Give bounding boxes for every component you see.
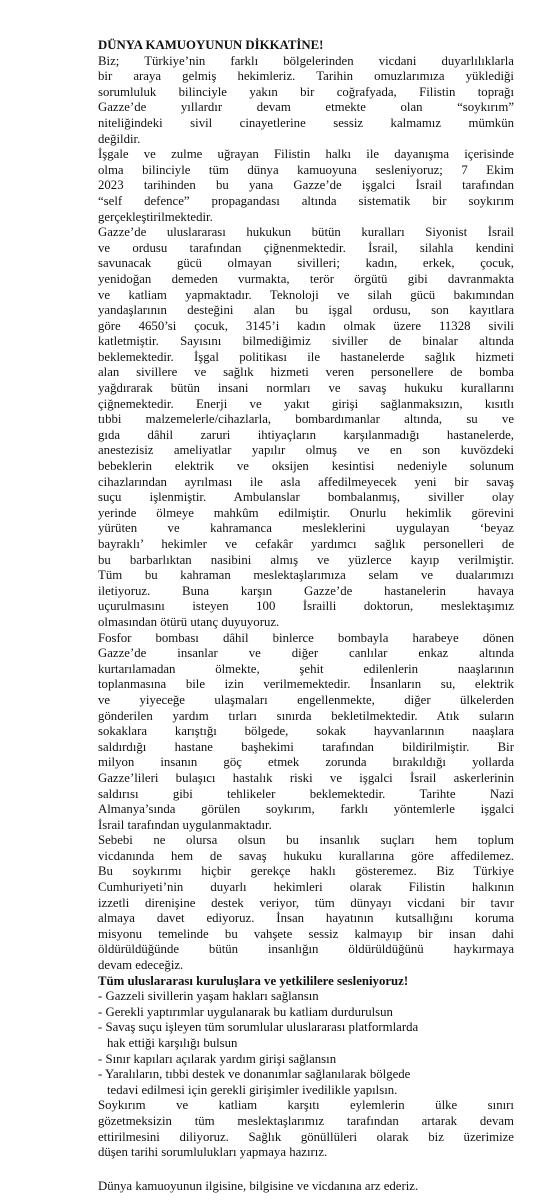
demand-item [98, 989, 514, 1005]
text-line: çiğnemektedir. Enerji ve yakıt girişi sağlanmaksızın, kısıtlı [98, 396, 514, 411]
text-line: İsrail tarafından uygulanmaktadır. [98, 817, 272, 832]
text-line: beklemektedir. İşgal politikası ile hastanelerde sağlık hizmeti [98, 349, 514, 364]
text-line: tıbbi malzemelerle/cihazlarla, bombardımanlar altında, su ve [98, 412, 514, 427]
text-line: Sebebi ne olursa olsun bu insanlık suçları hem toplum [98, 833, 514, 848]
text-line: alan sivillere ve sağlık hizmeti veren personellere de bomba [98, 365, 514, 380]
text-line: uçurulmasını isteyen 100 İsrailli doktorun, meslektaşımız [98, 599, 514, 614]
text-line: Bu soykırımı hiçbir gerekçe haklı gösteremez. Biz Türkiye [98, 864, 514, 879]
demand-text: hak ettiği karşılığı bulsun [107, 1036, 238, 1050]
text-line: göre 4650’si çocuk, 3145’i kadın olmak üzere 11328 sivili [98, 318, 514, 333]
text-line: Almanya’sında görülen soykırım, farklı yöntemlerle işgalci [98, 802, 514, 817]
text-line: Gazze’de yıllardır devam etmekte olan “soykırım” [98, 100, 514, 115]
demand-text: tedavi edilmesi için gerekli girişimler ivedilikle yapılsın. [107, 1082, 398, 1097]
text-line: Gazze’de uluslararası hukukun bütün kuralları Siyonist İsrail [98, 225, 514, 240]
text-line: kurtarılamadan ölmekte, şehit edilenlerin naaşlarının [98, 661, 514, 676]
text-line: değildir. [98, 131, 141, 146]
text-line: olmasından ötürü utanç duyuyoruz. [98, 614, 280, 629]
text-line: vicdanında hem de savaş hukuku kurallarına göre affedilemez. [98, 848, 514, 863]
text-line: iletiyoruz. Buna karşın Gazze’de hastanelerin havaya [98, 583, 514, 598]
text-line: sorumluluk bilinciyle yakın bir coğrafyada, Filistin toprağı [98, 84, 514, 99]
text-line: ve yiyeceğe ulaşmaları engellenmekte, diğer ülkelerden [98, 692, 514, 707]
text-line: bu barbarlıktan nasibini almış ve yüzlerce kayıp verilmiştir. [98, 552, 514, 567]
text-line: misyonu temelinde bu vahşete sessiz kalmayıp bir insan dahi [98, 926, 514, 941]
text-line: gönderilen yardım tırları sınırda bekletilmektedir. Atık suların [98, 708, 514, 723]
paragraph [98, 54, 514, 148]
demand-text: - Yaralıların, tıbbi destek ve donanımlar sağlanılarak bölgede [98, 1067, 411, 1082]
demand-text: - Gazzeli sivillerin yaşam hakları sağlansın [98, 989, 319, 1004]
text-line: bayraklı’ hekimler ve cefakâr yardımcı sağlık personelleri de [98, 537, 514, 551]
final-line: Dünya kamuoyunun ilgisine, bilgisine ve vicdanına arz ederiz. [98, 1178, 419, 1193]
text-line: öldürüldüğünde bütün insanlığın öldürüldüğünü haykırmaya [98, 942, 514, 957]
text-line: bebeklerin elektrik ve oksijen kesintisi nedeniyle solunum [98, 459, 514, 474]
demand-text: - Savaş suçu işleyen tüm sorumlular uluslararası platformlarda [98, 1020, 419, 1035]
text-line: izzetli direnişine destek veriyor, tüm dünyayı vicdani bir tavır [98, 895, 514, 910]
text-line: gıda dâhil zaruri ihtiyaçların karşılanmadığı hastanelerde, [98, 427, 514, 442]
text-line: olma bilinciyle tüm dünya kamuoyuna sesleniyoruz; 7 Ekim [98, 162, 514, 177]
text-line: düşen tarihi sorumlulukları yapmaya hazırız. [98, 1145, 328, 1160]
paragraph [98, 225, 514, 630]
text-line: Gazze’lileri bulaşıcı hastalık riski ve işgalci İsrail askerlerinin [98, 770, 514, 785]
text-line: ve ordusu tarafından çiğnenmektedir. İsrail, silahla kendini [98, 240, 514, 255]
paragraph [98, 147, 514, 225]
text-line: gözetmeksizin tüm meslektaşlarımız tarafından artarak devam [98, 1113, 514, 1128]
demand-item [98, 1052, 514, 1068]
text-line: Biz; Türkiye’nin farklı bölgelerinden vicdani duyarlılıklarla [98, 53, 514, 68]
demands-list [98, 989, 514, 1098]
text-line: 2023 tarihinden bu yana Gazze’de işgalci İsrail tarafından [98, 178, 514, 193]
text-line: devam edeceğiz. [98, 958, 184, 973]
text-line: bir araya gelmiş hekimleriz. Tarihin omuzlarımıza yüklediği [98, 69, 514, 84]
text-line: katletmiştir. Sayısını bilmediğimiz siviller de binalar altında [98, 334, 514, 349]
demand-item [98, 1067, 514, 1098]
demand-item [98, 1005, 514, 1021]
closing-paragraph [98, 1098, 514, 1160]
demands-heading: Tüm uluslararası kuruluşlara ve yetkililere sesleniyoruz! [98, 973, 409, 988]
text-line: yerinde ölmeye mahkûm edilmiştir. Onurlu hekimlik görevini [98, 505, 514, 520]
paragraph [98, 631, 514, 834]
text-line: cihazlarından ayrılması ile asla affedilmeyecek yeni bir savaş [98, 474, 514, 489]
text-line: Tüm bu kahraman meslektaşlarımıza selam ve dualarımızı [98, 568, 514, 583]
document-title: DÜNYA KAMUOYUNUN DİKKATİNE! [98, 38, 324, 52]
text-line: Soykırım ve katliam karşıtı eylemlerin ülke sınırı [98, 1098, 514, 1113]
text-line: yağdırarak bütün insani normları ve savaş hukuku kurallarını [98, 381, 514, 396]
text-line: İşgale ve zulme uğrayan Filistin halkı ile dayanışma içerisinde [98, 147, 514, 162]
text-line: Cumhuriyeti’nin duyarlı hekimleri olarak Filistin halkının [98, 880, 514, 895]
text-line: Gazze’de insanlar ve diğer canlılar enkaz altında [98, 646, 514, 661]
text-line: sokaklara karıştığı bölgede, sokak hayvanlarının naaşlara [98, 724, 514, 739]
demand-item [98, 1020, 514, 1051]
demand-text: - Gerekli yaptırımlar uygulanarak bu katliam durdurulsun [98, 1004, 393, 1019]
spacer [98, 1161, 514, 1179]
text-line: milyon insanın göç etmek zorunda bırakıldığı yollarda [98, 755, 514, 770]
text-line: suçu işlenmiştir. Ambulanslar bombalanmış, siviller olay [98, 490, 514, 505]
text-line: savunacak gücü olmayan sivilleri; kadın, erkek, çocuk, [98, 256, 514, 271]
paragraph [98, 833, 514, 973]
text-line: anestezisiz ameliyatlar yapılır olmuş ve en son kuvözdeki [98, 443, 514, 458]
text-line: niteliğindeki sivil cinayetlerine sessiz kalmamız mümkün [98, 115, 514, 130]
text-line: yandaşlarının desteğini alan bu işgal ordusu, son kayıtlara [98, 303, 514, 318]
text-line: Fosfor bombası dâhil binlerce bombayla harabeye dönen [98, 630, 514, 645]
text-line: yenidoğan demeden vurmakta, terör örgütü gibi davranmakta [98, 271, 514, 286]
text-line: “self defence” propagandası altında sistematik bir soykırım [98, 193, 514, 208]
text-line: saldırısı gibi tehlikeler beklemektedir. Tarihte Nazi [98, 786, 514, 801]
text-line: ve katliam yapmaktadır. Teknoloji ve silah gücü bakımından [98, 287, 514, 302]
text-line: yürüten ve kahramanca mesleklerini uygulayan ‘beyaz [98, 521, 514, 536]
body-paragraphs [98, 54, 514, 974]
text-line: toplanmasına bile izin verilmemektedir. İnsanların su, elektrik [98, 677, 514, 692]
text-line: gerçekleştirilmektedir. [98, 209, 213, 224]
text-line: almaya davet ediyoruz. İnsan hayatının kutsallığını koruma [98, 911, 514, 926]
demand-text: - Sınır kapıları açılarak yardım girişi sağlansın [98, 1051, 337, 1066]
text-line: ettirilmesini diliyoruz. Sağlık gönüllüleri olarak biz üzerimize [98, 1129, 514, 1144]
text-line: saldırdığı hastane başhekimi tarafından bildirilmiştir. Bir [98, 739, 514, 754]
